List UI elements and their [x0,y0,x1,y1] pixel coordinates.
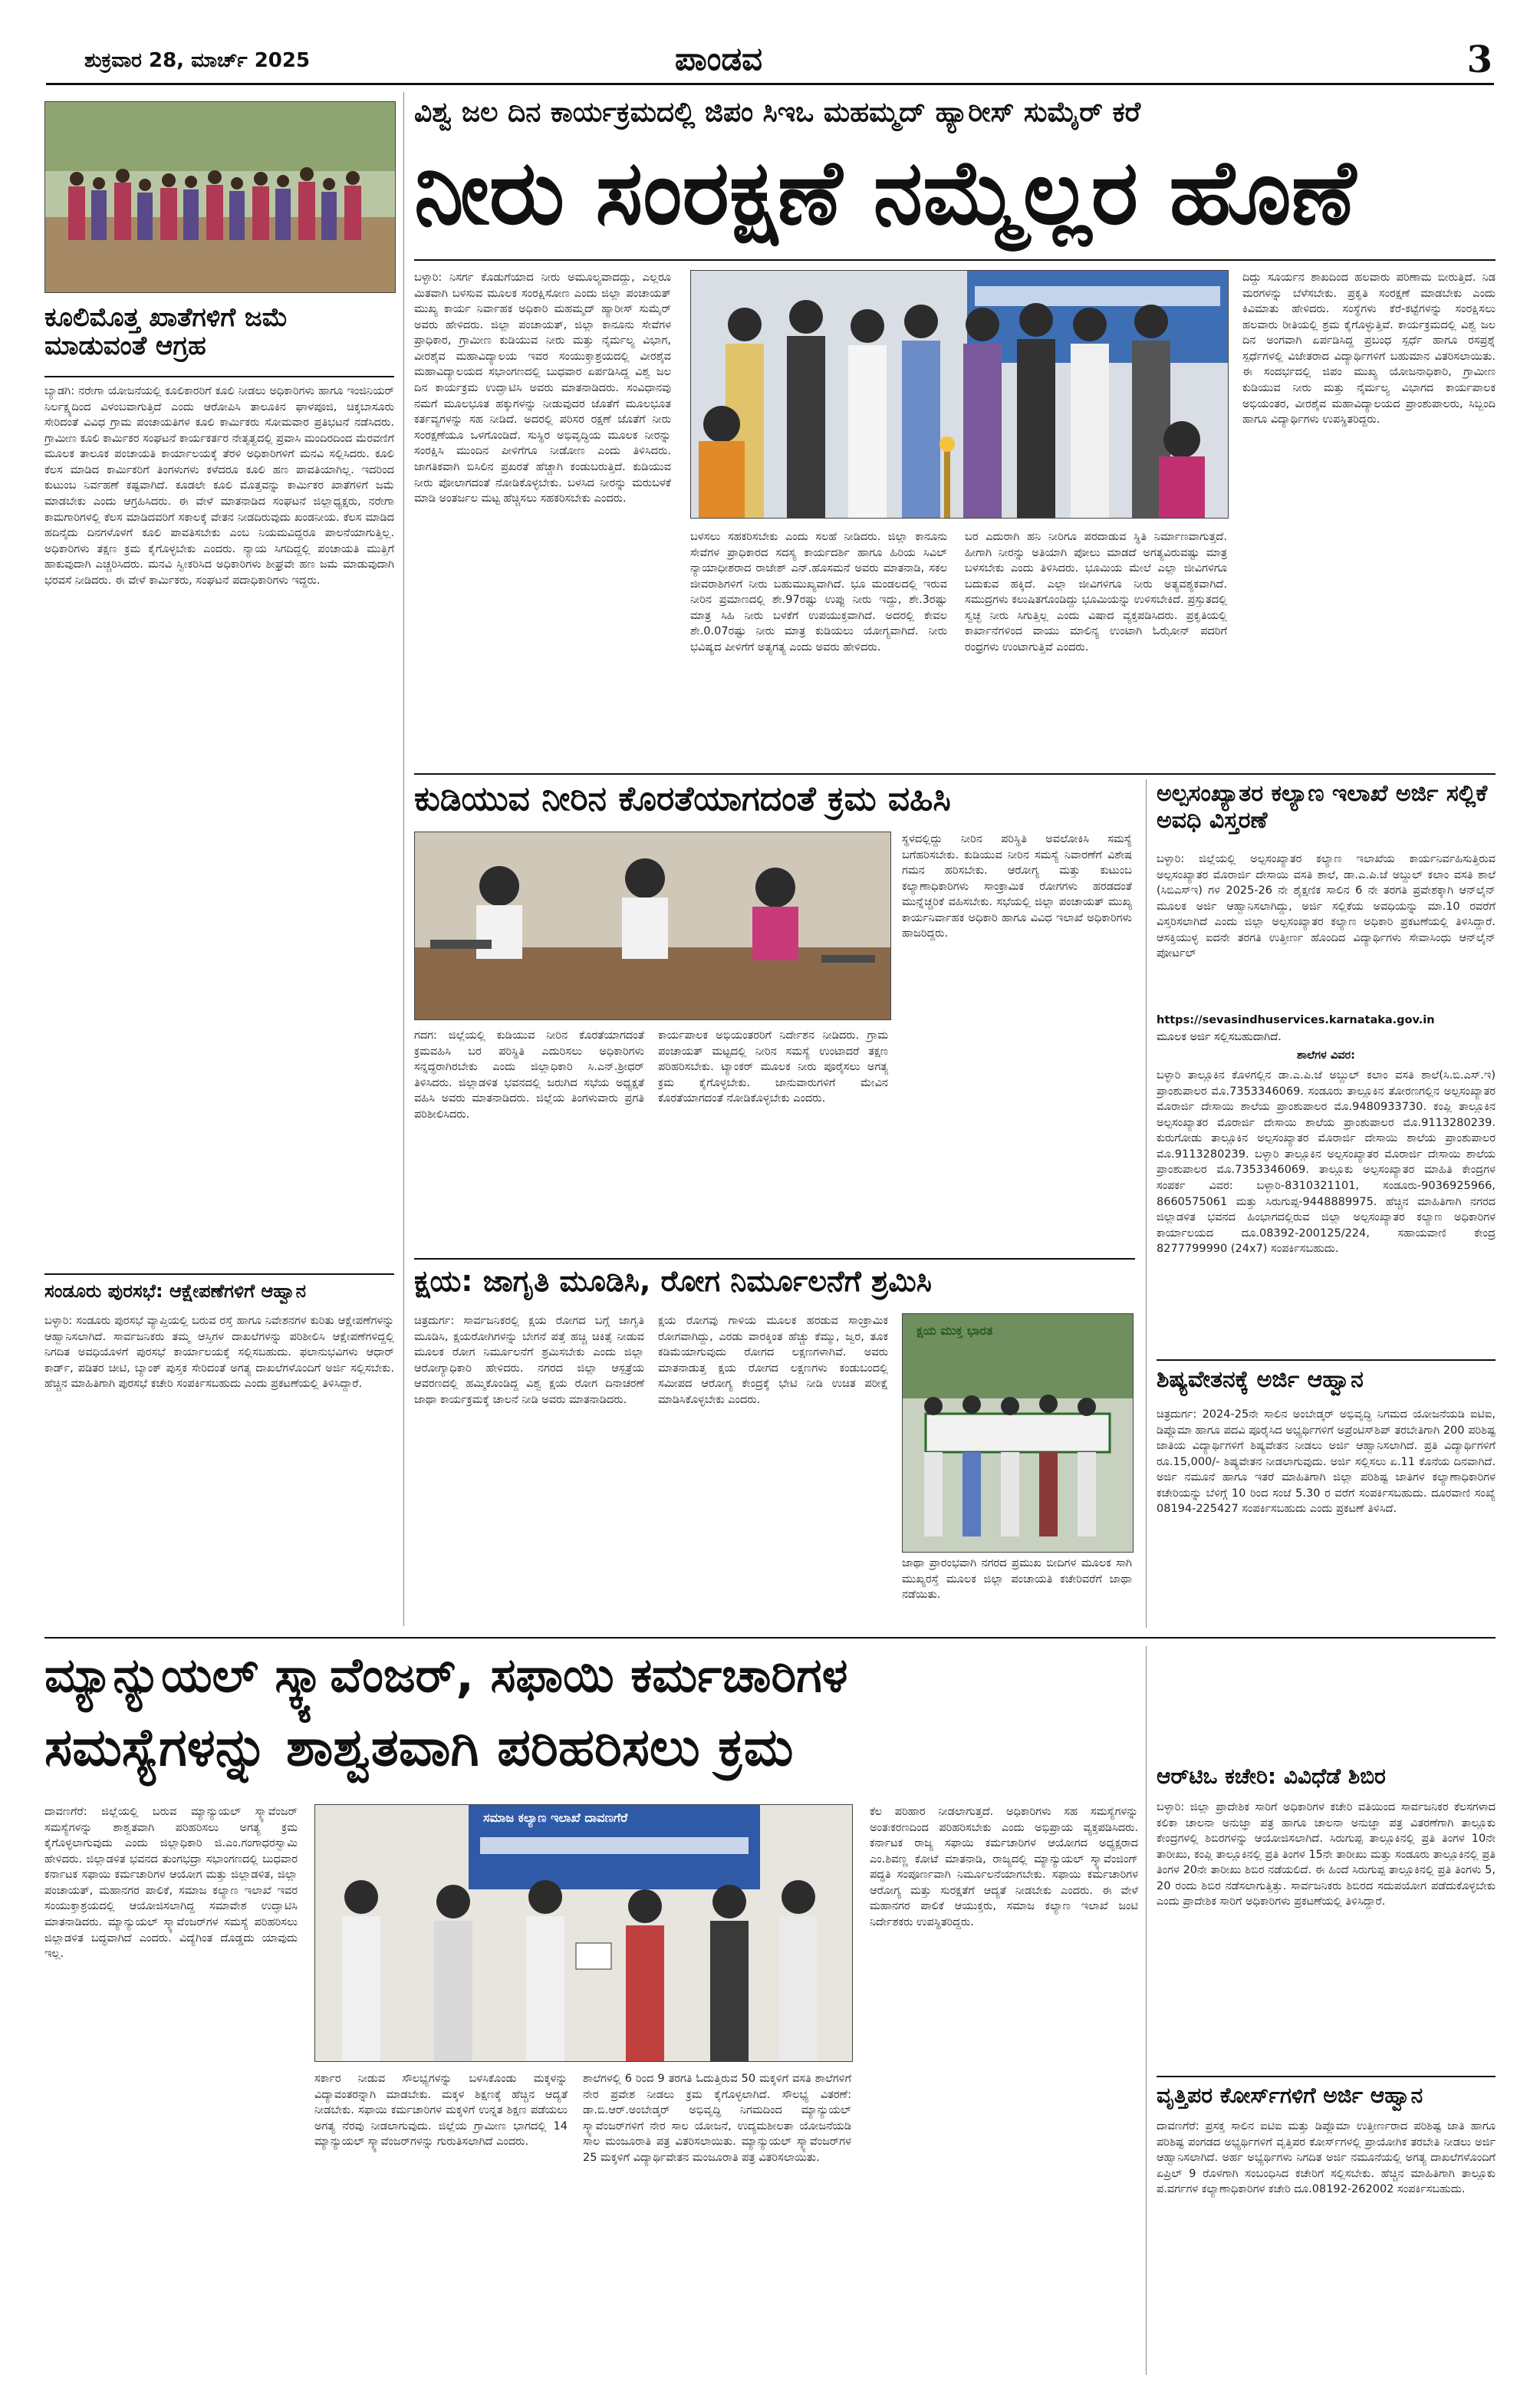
divider [1157,1359,1496,1361]
bottom-col-3: ಶಾಲೆಗಳಲ್ಲಿ 6 ರಿಂದ 9 ತರಗತಿ ಓದುತ್ತಿರುವ 50 ಮಕ್ಕಳಿಗೆ ವಸತಿ ಶಾಲೆಗಳಿಗೆ ನೇರ ಪ್ರವೇಶ ನೀಡಲು ಕ್ರಮ ಕೈಗೊಳ್ಳಲಾಗಿದೆ. ಸೌಲಭ್ಯ ವಿತರಣೆ: ಡಾ.ಬಿ.ಆರ್.ಅಂಬೇಡ್ಕರ್ ಅಭಿವೃದ್ಧಿ ನಿಗಮದಿಂದ ಮ್ಯಾನ್ಯುಯಲ್ ಸ್ಕ್ಯಾವೆಂಜರ್‌ಗಳಿಗೆ ನೇರ ಸಾಲ ಯೋಜನೆ, ಉದ್ಯಮಶೀಲತಾ ಯೋಜನೆಯಡಿ ಸಾಲ ಮಂಜೂರಾತಿ ಪತ್ರ ವಿತರಿಸಲಾಯಿತು. ಮ್ಯಾನ್ಯುಯಲ್ ಸ್ಕ್ಯಾವೆಂಜರ್‌ಗಳ 25 ಮಕ್ಕಳಿಗೆ ವಿದ್ಯಾರ್ಥಿವೇತನ ಮಂಜೂರಾತಿ ಪತ್ರ ವಿತರಿಸಲಾಯಿತು. [583,2073,851,2164]
divider [44,1637,1496,1639]
bottom-headline-1: ಮ್ಯಾನ್ಯುಯಲ್ ಸ್ಕ್ಯಾವೆಂಜರ್, ಸಫಾಯಿ ಕರ್ಮಚಾರಿಗಳ [44,1647,848,1703]
wages-headline: ಕೂಲಿಮೊತ್ತ ಖಾತೆಗಳಿಗೆ ಜಮೆ ಮಾಡುವಂತೆ ಆಗ್ರಹ [44,302,288,362]
masthead: ಪಾಂಡವ [675,40,763,77]
masthead-rule [46,83,1494,85]
sevasindhu-link[interactable]: https://sevasindhuservices.karnataka.gov.in [1157,1014,1435,1026]
tb-rally-photo [902,1313,1134,1553]
tb-col-2: ಕ್ಷಯ ರೋಗವು ಗಾಳಿಯ ಮೂಲಕ ಹರಡುವ ಸಾಂಕ್ರಾಮಿಕ ರೋಗವಾಗಿದ್ದು, ಎರಡು ವಾರಕ್ಕಿಂತ ಹೆಚ್ಚು ಕೆಮ್ಮು, ಜ್ವರ, ತೂಕ ಕಡಿಮೆಯಾಗುವುದು ರೋಗದ ಲಕ್ಷಣಗಳಾಗಿವೆ. ಅವರು ಮಾತನಾಡುತ್ತ ಕ್ಷಯ ರೋಗದ ಲಕ್ಷಣಗಳು ಕಂಡುಬಂದಲ್ಲಿ ಸಮೀಪದ ಆರೋಗ್ಯ ಕೇಂದ್ರಕ್ಕೆ ಭೇಟಿ ನೀಡಿ ಉಚಿತ ಪರೀಕ್ಷೆ ಮಾಡಿಸಿಕೊಳ್ಳಬೇಕು ಎಂದರು. [658,1315,888,1406]
issue-date: ಶುಕ್ರವಾರ 28, ಮಾರ್ಚ್ 2025 [84,49,311,72]
column-rule [403,92,404,1626]
water-col-1: ಗದಗ: ಜಿಲ್ಲೆಯಲ್ಲಿ ಕುಡಿಯುವ ನೀರಿನ ಕೊರತೆಯಾಗದಂತೆ ಕ್ರಮವಹಿಸಿ ಬರ ಪರಿಸ್ಥಿತಿ ಎದುರಿಸಲು ಅಧಿಕಾರಿಗಳು ಸನ್ನದ್ಧರಾಗಿರಬೇಕು ಎಂದು ಜಿಲ್ಲಾಧಿಕಾರಿ ಸಿ.ಎನ್.ಶ್ರೀಧರ್ ತಿಳಿಸಿದರು. ಜಿಲ್ಲಾಡಳಿತ ಭವನದಲ್ಲಿ ಜರುಗಿದ ಸಭೆಯ ಅಧ್ಯಕ್ಷತೆ ವಹಿಸಿ ಅವರು ಮಾತನಾಡಿದರು. ಜಿಲ್ಲೆಯ ತಿಂಗಳುವಾರು ಪ್ರಗತಿ ಪರಿಶೀಲಿಸಿದರು. [414,1029,644,1121]
divider [414,773,1496,775]
scholarship-headline: ಶಿಷ್ಯವೇತನಕ್ಕೆ ಅರ್ಜಿ ಆಹ್ವಾನ [1157,1366,1364,1393]
farm-workers-photo [44,101,396,293]
water-headline: ಕುಡಿಯುವ ನೀರಿನ ಕೊರತೆಯಾಗದಂತೆ ಕ್ರಮ ವಹಿಸಿ [414,779,951,818]
divider [1157,2076,1496,2077]
bottom-col-4: ಕೆಲ ಪರಿಹಾರ ನೀಡಲಾಗುತ್ತದೆ. ಅಧಿಕಾರಿಗಳು ಸಹ ಸಮಸ್ಯೆಗಳನ್ನು ಅಂತಃಕರಣದಿಂದ ಪರಿಹರಿಸಬೇಕು ಎಂದು ಅಭಿಪ್ರಾಯ ವ್ಯಕ್ತಪಡಿಸಿದರು. ಕರ್ನಾಟಕ ರಾಜ್ಯ ಸಫಾಯಿ ಕರ್ಮಚಾರಿಗಳ ಆಯೋಗದ ಅಧ್ಯಕ್ಷರಾದ ಎಂ.ಶಿವಣ್ಣ ಕೋಟೆ ಮಾತನಾಡಿ, ರಾಜ್ಯದಲ್ಲಿ ಮ್ಯಾನ್ಯುಯಲ್ ಸ್ಕ್ಯಾವೆಂಜಿಂಗ್ ಪದ್ಧತಿ ಸಂಪೂರ್ಣವಾಗಿ ನಿರ್ಮೂಲನೆಯಾಗಬೇಕು. ಸಫಾಯಿ ಕರ್ಮಚಾರಿಗಳ ಆರೋಗ್ಯ ಮತ್ತು ಸುರಕ್ಷತೆಗೆ ಆದ್ಯತೆ ನೀಡಬೇಕು ಎಂದರು. ಈ ವೇಳೆ ಮಹಾನಗರ ಪಾಲಿಕೆ ಆಯುಕ್ತರು, ಸಮಾಜ ಕಲ್ಯಾಣ ಇಲಾಖೆ ಜಂಟಿ ನಿರ್ದೇಶಕರು ಉಪಸ್ಥಿತರಿದ್ದರು. [870,1806,1138,1929]
vocational-body: ದಾವಣಗೆರೆ: ಪ್ರಸಕ್ತ ಸಾಲಿನ ಐಟಿಐ ಮತ್ತು ಡಿಪ್ಲೊಮಾ ಉತ್ತೀರ್ಣರಾದ ಪರಿಶಿಷ್ಟ ಜಾತಿ ಹಾಗೂ ಪರಿಶಿಷ್ಟ ಪಂಗಡದ ಅಭ್ಯರ್ಥಿಗಳಿಗೆ ವೃತ್ತಿಪರ ಕೋರ್ಸ್‌ಗಳಲ್ಲಿ ಪ್ರಾಯೋಗಿಕ ತರಬೇತಿ ನೀಡಲು ಅರ್ಜಿ ಆಹ್ವಾನಿಸಲಾಗಿದೆ. ಅರ್ಹ ಅಭ್ಯರ್ಥಿಗಳು ನಿಗದಿತ ಅರ್ಜಿ ನಮೂನೆಯಲ್ಲಿ ಅಗತ್ಯ ದಾಖಲೆಗಳೊಂದಿಗೆ ಏಪ್ರಿಲ್ 9 ರೊಳಗಾಗಿ ಸಂಬಂಧಿಸಿದ ಕಚೇರಿಗೆ ಸಲ್ಲಿಸಬೇಕು. ಹೆಚ್ಚಿನ ಮಾಹಿತಿಗಾಗಿ ತಾಲ್ಲೂಕು ಪ.ವರ್ಗಗಳ ಕಲ್ಯಾಣಾಧಿಕಾರಿಗಳ ಕಚೇರಿ ದೂ.08192-262002 ಸಂಪರ್ಕಿಸಬಹುದು. [1157,2120,1496,2196]
scholarship-body: ಚಿತ್ರದುರ್ಗ: 2024-25ನೇ ಸಾಲಿನ ಅಂಬೇಡ್ಕರ್ ಅಭಿವೃದ್ಧಿ ನಿಗಮದ ಯೋಜನೆಯಡಿ ಐಟಿಐ, ಡಿಪ್ಲೊಮಾ ಹಾಗೂ ಪದವಿ ಪೂರೈಸಿದ ಅಭ್ಯರ್ಥಿಗಳಿಗೆ ಅಪ್ರೆಂಟಿಸ್‌ಶಿಪ್ ತರಬೇತಿಗಾಗಿ 200 ಪರಿಶಿಷ್ಟ ಜಾತಿಯ ವಿದ್ಯಾರ್ಥಿಗಳಿಗೆ ಶಿಷ್ಯವೇತನ ನೀಡಲು ಅರ್ಜಿ ಆಹ್ವಾನಿಸಲಾಗಿದೆ. ಪ್ರತಿ ವಿದ್ಯಾರ್ಥಿಗಳಿಗೆ ರೂ.15,000/- ಶಿಷ್ಯವೇತನ ನೀಡಲಾಗುವುದು. ಅರ್ಜಿ ಸಲ್ಲಿಸಲು ಏ.11 ಕೊನೆಯ ದಿನವಾಗಿದೆ. ಅರ್ಜಿ ನಮೂನೆ ಹಾಗೂ ಇತರೆ ಮಾಹಿತಿಗಾಗಿ ಜಿಲ್ಲಾ ಪರಿಶಿಷ್ಟ ಜಾತಿಗಳ ಕಲ್ಯಾಣಾಧಿಕಾರಿಗಳ ಕಚೇರಿಯನ್ನು ಬೆಳಿಗ್ಗೆ 10 ರಿಂದ ಸಂಜೆ 5.30 ರ ವರೆಗೆ ಸಂಪರ್ಕಿಸಬಹುದು. ದೂರವಾಣಿ ಸಂಖ್ಯೆ 08194-225427 ಸಂಪರ್ಕಿಸಬಹುದು ಎಂದು ಪ್ರಕಟಣೆ ತಿಳಿಸಿದೆ. [1157,1408,1496,1516]
sanduru-headline: ಸಂಡೂರು ಪುರಸಭೆ: ಆಕ್ಷೇಪಣೆಗಳಿಗೆ ಆಹ್ವಾನ [44,1280,306,1302]
vocational-headline: ವೃತ್ತಿಪರ ಕೋರ್ಸ್‌ಗಳಿಗೆ ಅರ್ಜಿ ಆಹ್ವಾನ [1157,2083,1423,2108]
page-number: 3 [1466,38,1492,81]
award-ceremony-photo [314,1804,853,2062]
bottom-col-1: ದಾವಣಗೆರೆ: ಜಿಲ್ಲೆಯಲ್ಲಿ ಬರುವ ಮ್ಯಾನ್ಯುಯಲ್ ಸ್ಕ್ಯಾವೆಂಜರ್ ಸಮಸ್ಯೆಗಳನ್ನು ಶಾಶ್ವತವಾಗಿ ಪರಿಹರಿಸಲು ಅಗತ್ಯ ಕ್ರಮ ಕೈಗೊಳ್ಳಲಾಗುವುದು ಎಂದು ಜಿಲ್ಲಾಧಿಕಾರಿ ಜಿ.ಎಂ.ಗಂಗಾಧರಸ್ವಾಮಿ ಹೇಳಿದರು. ಜಿಲ್ಲಾಡಳಿತ ಭವನದ ತುಂಗಭದ್ರಾ ಸಭಾಂಗಣದಲ್ಲಿ ಬುಧವಾರ ಕರ್ನಾಟಕ ಸಫಾಯಿ ಕರ್ಮಚಾರಿಗಳ ಆಯೋಗ ಮತ್ತು ಜಿಲ್ಲಾಡಳಿತ, ಜಿಲ್ಲಾ ಪಂಚಾಯತ್, ಮಹಾನಗರ ಪಾಲಿಕೆ, ಸಮಾಜ ಕಲ್ಯಾಣ ಇಲಾಖೆ ಇವರ ಸಂಯುಕ್ತಾಶ್ರಯದಲ್ಲಿ ಆಯೋಜಿಸಲಾಗಿದ್ದ ಸಮಾವೇಶ ಉದ್ಘಾಟಿಸಿ ಮಾತನಾಡಿದರು. ಮ್ಯಾನ್ಯುಯಲ್ ಸ್ಕ್ಯಾವೆಂಜರ್‌ಗಳ ಸಮಸ್ಯೆ ಪರಿಹರಿಸಲು ಜಿಲ್ಲಾಡಳಿತ ಬದ್ಧವಾಗಿದೆ ಎಂದರು. ವಿದ್ಯೆಗಿಂತ ದೊಡ್ಡದು ಯಾವುದು ಇಲ್ಲ. [44,1806,298,1961]
tb-banner-text: ಕ್ಷಯ ಮುಕ್ತ ಭಾರತ [916,1323,993,1338]
lamp-lighting-photo [690,270,1229,519]
rto-headline: ಆರ್‌ಟಿಒ ಕಚೇರಿ: ವಿವಿಧೆಡೆ ಶಿಬಿರ [1157,1764,1386,1789]
bottom-col-2: ಸರ್ಕಾರ ನೀಡುವ ಸೌಲಭ್ಯಗಳನ್ನು ಬಳಸಿಕೊಂಡು ಮಕ್ಕಳನ್ನು ವಿದ್ಯಾವಂತರನ್ನಾಗಿ ಮಾಡಬೇಕು. ಮಕ್ಕಳ ಶಿಕ್ಷಣಕ್ಕೆ ಹೆಚ್ಚಿನ ಆದ್ಯತೆ ನೀಡಬೇಕು. ಸಫಾಯಿ ಕರ್ಮಚಾರಿಗಳ ಮಕ್ಕಳಿಗೆ ಉನ್ನತ ಶಿಕ್ಷಣ ಪಡೆಯಲು ಅಗತ್ಯ ನೆರವು ನೀಡಲಾಗುವುದು. ಜಿಲ್ಲೆಯ ಗ್ರಾಮೀಣ ಭಾಗದಲ್ಲಿ 14 ಮ್ಯಾನ್ಯುಯಲ್ ಸ್ಕ್ಯಾವೆಂಜರ್‌ಗಳನ್ನು ಗುರುತಿಸಲಾಗಿದೆ ಎಂದರು. [314,2073,568,2149]
minority-body-after: ಮೂಲಕ ಅರ್ಜಿ ಸಲ್ಲಿಸಬಹುದಾಗಿದೆ. [1157,1031,1282,1043]
lead-col-1: ಬಳ್ಳಾರಿ: ನಿಸರ್ಗ ಕೊಡುಗೆಯಾದ ನೀರು ಅಮೂಲ್ಯವಾದದ್ದು, ಎಲ್ಲರೂ ಮಿತವಾಗಿ ಬಳಸುವ ಮೂಲಕ ಸಂರಕ್ಷಿಸೋಣ ಎಂದು ಜಿಲ್ಲಾ ಪಂಚಾಯತ್ ಮುಖ್ಯ ಕಾರ್ಯ ನಿರ್ವಾಹಕ ಅಧಿಕಾರಿ ಮಹಮ್ಮದ್ ಹ್ಯಾರೀಸ್ ಸುಮೈರ್ ಅವರು ಹೇಳಿದರು. ಜಿಲ್ಲಾ ಪಂಚಾಯತ್, ಜಿಲ್ಲಾ ಕಾನೂನು ಸೇವೆಗಳ ಪ್ರಾಧಿಕಾರ, ಗ್ರಾಮೀಣ ಕುಡಿಯುವ ನೀರು ಮತ್ತು ನೈರ್ಮಲ್ಯ ವಿಭಾಗ, ವೀರಶೈವ ಮಹಾವಿದ್ಯಾಲಯ ಇವರ ಸಂಯುಕ್ತಾಶ್ರಯದಲ್ಲಿ ವೀರಶೈವ ಮಹಾವಿದ್ಯಾಲಯದ ಸಭಾಂಗಣದಲ್ಲಿ ಬುಧವಾರ ಏರ್ಪಡಿಸಿದ್ದ ವಿಶ್ವ ಜಲ ದಿನ ಕಾರ್ಯಕ್ರಮ ಉದ್ಘಾಟಿಸಿ ಅವರು ಮಾತನಾಡಿದರು. ಸಂವಿಧಾನವು ನಮಗೆ ಮೂಲಭೂತ ಹಕ್ಕುಗಳನ್ನು ನೀಡುವುದರ ಜೊತೆಗೆ ಮೂಲಭೂತ ಕರ್ತವ್ಯಗಳನ್ನು ಸಹ ನೀಡಿದೆ. ಅದರಲ್ಲಿ ಪರಿಸರ ರಕ್ಷಣೆ ಜೊತೆಗೆ ನೀರು ಸಂರಕ್ಷಣೆಯೂ ಒಳಗೊಂಡಿದೆ. ಸುಸ್ಥಿರ ಅಭಿವೃದ್ಧಿಯ ಮೂಲಕ ನೀರನ್ನು ಸಂರಕ್ಷಿಸಿ ಮುಂದಿನ ಪೀಳಿಗೆಗೂ ನೀಡೋಣ ಎಂದು ತಿಳಿಸಿದರು. ಜಾಗತಿಕವಾಗಿ ಬಿಸಿಲಿನ ಪ್ರಖರತೆ ಹೆಚ್ಚಾಗಿ ಕಂಡುಬರುತ್ತಿದೆ. ಕುಡಿಯುವ ನೀರು ಪೋಲಾಗದಂತೆ ನೋಡಿಕೊಳ್ಳಬೇಕು. ಬಳಸಿದ ನೀರನ್ನು ಮರುಬಳಕೆ ಮಾಡಿ ಅಂತರ್ಜಲ ಮಟ್ಟ ಹೆಚ್ಚಿಸಲು ಸಹಕರಿಸಬೇಕು ಎಂದರು. [414,272,671,506]
tb-caption: ಜಾಥಾ ಪ್ರಾರಂಭವಾಗಿ ನಗರದ ಪ್ರಮುಖ ಬೀದಿಗಳ ಮೂಲಕ ಸಾಗಿ ಮುಖ್ಯರಸ್ತೆ ಮೂಲಕ ಜಿಲ್ಲಾ ಪಂಚಾಯತಿ ಕಚೇರಿವರೆಗೆ ಜಾಥಾ ನಡೆಯಿತು. [902,1557,1132,1602]
lead-col-2: ಬಳಸಲು ಸಹಕರಿಸಬೇಕು ಎಂದು ಸಲಹೆ ನೀಡಿದರು. ಜಿಲ್ಲಾ ಕಾನೂನು ಸೇವೆಗಳ ಪ್ರಾಧಿಕಾರದ ಸದಸ್ಯ ಕಾರ್ಯದರ್ಶಿ ಹಾಗೂ ಹಿರಿಯ ಸಿವಿಲ್ ನ್ಯಾಯಾಧೀಶರಾದ ರಾಜೇಶ್ ಎನ್.ಹೊಸಮನೆ ಅವರು ಮಾತನಾಡಿ, ಸಕಲ ಜೀವರಾಶಿಗಳಿಗೆ ನೀರು ಬಹುಮುಖ್ಯವಾಗಿದೆ. ಭೂ ಮಂಡಲದಲ್ಲಿ ಇರುವ ನೀರಿನ ಪ್ರಮಾಣದಲ್ಲಿ ಶೇ.97ರಷ್ಟು ಉಪ್ಪು ನೀರು ಇದ್ದು, ಶೇ.3ರಷ್ಟು ಮಾತ್ರ ಸಿಹಿ ನೀರು ಬಳಕೆಗೆ ಉಪಯುಕ್ತವಾಗಿದೆ. ಅದರಲ್ಲಿ ಕೇವಲ ಶೇ.0.07ರಷ್ಟು ನೀರು ಮಾತ್ರ ಕುಡಿಯಲು ಯೋಗ್ಯವಾಗಿದೆ. ನೀರು ಭವಿಷ್ಯದ ಪೀಳಿಗೆಗೆ ಅತ್ಯಗತ್ಯ ಎಂದು ಅವರು ಹೇಳಿದರು. [690,531,947,654]
rto-body: ಬಳ್ಳಾರಿ: ಜಿಲ್ಲಾ ಪ್ರಾದೇಶಿಕ ಸಾರಿಗೆ ಅಧಿಕಾರಿಗಳ ಕಚೇರಿ ವತಿಯಿಂದ ಸಾರ್ವಜನಿಕರ ಕೆಲಸಗಳಾದ ಕಲಿಕಾ ಚಾಲನಾ ಅನುಜ್ಞಾ ಪತ್ರ ಹಾಗೂ ಚಾಲನಾ ಅನುಜ್ಞಾ ಪತ್ರ ವಿತರಣೆಗಾಗಿ ತಾಲ್ಲೂಕು ಕೇಂದ್ರಗಳಲ್ಲಿ ಶಿಬಿರಗಳನ್ನು ಆಯೋಜಿಸಲಾಗಿದೆ. ಸಿರುಗುಪ್ಪ ತಾಲ್ಲೂಕಿನಲ್ಲಿ ಪ್ರತಿ ತಿಂಗಳ 10ನೇ ತಾರೀಖು, ಕಂಪ್ಲಿ ತಾಲ್ಲೂಕಿನಲ್ಲಿ ಪ್ರತಿ ತಿಂಗಳ 15ನೇ ತಾರೀಖು ಮತ್ತು ಸಂಡೂರು ತಾಲ್ಲೂಕಿನಲ್ಲಿ ಪ್ರತಿ ತಿಂಗಳ 20ನೇ ತಾರೀಖು ಶಿಬಿರ ನಡೆಯಲಿದೆ. ಈ ಹಿಂದೆ ಸಿರುಗುಪ್ಪ ತಾಲ್ಲೂಕಿನಲ್ಲಿ ಪ್ರತಿ ತಿಂಗಳು 5, 20 ರಂದು ಶಿಬಿರ ನಡೆಸಲಾಗುತ್ತಿತ್ತು. ಸಾರ್ವಜನಿಕರು ಶಿಬಿರದ ಸದುಪಯೋಗ ಪಡೆದುಕೊಳ್ಳಬೇಕು ಎಂದು ಪ್ರಾದೇಶಿಕ ಸಾರಿಗೆ ಅಧಿಕಾರಿಗಳು ಪ್ರಕಟಣೆಯಲ್ಲಿ ತಿಳಿಸಿದ್ದಾರೆ. [1157,1801,1496,1909]
water-col-2: ಕಾರ್ಯಪಾಲಕ ಅಭಿಯಂತರರಿಗೆ ನಿರ್ದೇಶನ ನೀಡಿದರು. ಗ್ರಾಮ ಪಂಚಾಯತ್ ಮಟ್ಟದಲ್ಲಿ ನೀರಿನ ಸಮಸ್ಯೆ ಉಂಟಾದರೆ ತಕ್ಷಣ ಪರಿಹರಿಸಬೇಕು. ಟ್ಯಾಂಕರ್ ಮೂಲಕ ನೀರು ಪೂರೈಸಲು ಅಗತ್ಯ ಕ್ರಮ ಕೈಗೊಳ್ಳಬೇಕು. ಜಾನುವಾರುಗಳಿಗೆ ಮೇವಿನ ಕೊರತೆಯಾಗದಂತೆ ನೋಡಿಕೊಳ್ಳಬೇಕು ಎಂದರು. [658,1029,888,1105]
minority-headline: ಅಲ್ಪಸಂಖ್ಯಾತರ ಕಲ್ಯಾಣ ಇಲಾಖೆ ಅರ್ಜಿ ಸಲ್ಲಿಕೆ ಅವಧಿ ವಿಸ್ತರಣೆ [1157,780,1488,834]
column-rule [1146,1646,1147,2375]
wages-body: ಬ್ಯಾಡಗಿ: ನರೇಗಾ ಯೋಜನೆಯಲ್ಲಿ ಕೂಲಿಕಾರರಿಗೆ ಕೂಲಿ ನೀಡಲು ಅಧಿಕಾರಿಗಳು ಹಾಗೂ ಇಂಜಿನಿಯರ್ ನಿರ್ಲಕ್ಷ್ಯದಿಂದ ವಿಳಂಬವಾಗುತ್ತಿದೆ ಎಂದು ಆರೋಪಿಸಿ ತಾಲೂಕಿನ ಘಾಳಪೂಜಿ, ಚಿಕ್ಕಬಾಸೂರು ಸೇರಿದಂತೆ ವಿವಿಧ ಗ್ರಾಮ ಪಂಚಾಯತಿಗಳ ಕೂಲಿ ಕಾರ್ಮಿಕರು ಸೋಮವಾರ ಪ್ರತಿಭಟನೆ ನಡೆಸಿದರು. ಗ್ರಾಮೀಣ ಕೂಲಿ ಕಾರ್ಮಿಕರ ಸಂಘಟನೆ ಕಾರ್ಯಕರ್ತರ ನೇತೃತ್ವದಲ್ಲಿ ಪ್ರವಾಸಿ ಮಂದಿರದಿಂದ ಮೆರವಣಿಗೆ ಮೂಲಕ ತಾಲೂಕ ಪಂಚಾಯತಿ ಕಾರ್ಯಾಲಯಕ್ಕೆ ತೆರಳಿ ಅಧಿಕಾರಿಗಳಿಗೆ ಮನವಿ ಸಲ್ಲಿಸಿದರು. ಕೂಲಿ ಕೆಲಸ ಮಾಡಿದ ಕಾರ್ಮಿಕರಿಗೆ ತಿಂಗಳುಗಳು ಕಳೆದರೂ ಕೂಲಿ ಹಣ ಪಾವತಿಯಾಗಿಲ್ಲ. ಇದರಿಂದ ಕುಟುಂಬ ನಿರ್ವಹಣೆ ಕಷ್ಟವಾಗಿದೆ. ಕೂಡಲೇ ಕೂಲಿ ಮೊತ್ತವನ್ನು ಕಾರ್ಮಿಕರ ಖಾತೆಗಳಿಗೆ ಜಮೆ ಮಾಡಬೇಕು ಎಂದು ಆಗ್ರಹಿಸಿದರು. ಈ ವೇಳೆ ಮಾತನಾಡಿದ ಸಂಘಟನೆ ಜಿಲ್ಲಾಧ್ಯಕ್ಷರು, ನರೇಗಾ ಕಾಮಗಾರಿಗಳಲ್ಲಿ ಕೆಲಸ ಮಾಡಿದವರಿಗೆ ಸಕಾಲಕ್ಕೆ ವೇತನ ನೀಡದಿರುವುದು ಖಂಡನೀಯ. ಕೆಲಸ ಮಾಡಿದ ಹದಿನೈದು ದಿನಗಳೊಳಗೆ ಕೂಲಿ ಪಾವತಿಸಬೇಕು ಎಂಬ ನಿಯಮವಿದ್ದರೂ ಪಾಲನೆಯಾಗುತ್ತಿಲ್ಲ. ಅಧಿಕಾರಿಗಳು ತಕ್ಷಣ ಕ್ರಮ ಕೈಗೊಳ್ಳಬೇಕು ಎಂದರು. ನ್ಯಾಯ ಸಿಗದಿದ್ದಲ್ಲಿ ಪಂಚಾಯತಿ ಮುತ್ತಿಗೆ ಹಾಕುವುದಾಗಿ ಎಚ್ಚರಿಸಿದರು. ಮನವಿ ಸ್ವೀಕರಿಸಿದ ಅಧಿಕಾರಿಗಳು ಶೀಘ್ರವೇ ಹಣ ಜಮೆ ಮಾಡುವುದಾಗಿ ಭರವಸೆ ನೀಡಿದರು. ಈ ವೇಳೆ ಕಾರ್ಮಿಕರು, ಸಂಘಟನೆ ಪದಾಧಿಕಾರಿಗಳು ಇದ್ದರು. [44,385,394,587]
divider [414,259,1496,261]
lead-kicker: ವಿಶ್ವ ಜಲ ದಿನ ಕಾರ್ಯಕ್ರಮದಲ್ಲಿ ಜಿಪಂ ಸಿಇಒ ಮಹಮ್ಮದ್ ಹ್ಯಾರೀಸ್ ಸುಮೈರ್ ಕರೆ [414,97,1141,128]
schools-list: ಬಳ್ಳಾರಿ ತಾಲ್ಲೂಕಿನ ಕೊಳಗಲ್ಲಿನ ಡಾ.ಎ.ಪಿ.ಜೆ ಅಬ್ದುಲ್ ಕಲಾಂ ವಸತಿ ಶಾಲೆ(ಸಿ.ಬಿ.ಎಸ್.ಇ) ಪ್ರಾಂಶುಪಾಲರ ಮೊ.7353346069. ಸಂಡೂರು ತಾಲ್ಲೂಕಿನ ತೋರಣಗಲ್ಲಿನ ಅಲ್ಪಸಂಖ್ಯಾತರ ಮೊರಾರ್ಜಿ ದೇಸಾಯಿ ಶಾಲೆಯ ಪ್ರಾಂಶುಪಾಲರ ಮೊ.9480933730. ಕಂಪ್ಲಿ ತಾಲ್ಲೂಕಿನ ಅಲ್ಪಸಂಖ್ಯಾತರ ಮೊರಾರ್ಜಿ ದೇಸಾಯಿ ಶಾಲೆಯ ಪ್ರಾಂಶುಪಾಲರ ಮೊ.9113280239. ಕುರುಗೋಡು ತಾಲ್ಲೂಕಿನ ಅಲ್ಪಸಂಖ್ಯಾತರ ಮೊರಾರ್ಜಿ ದೇಸಾಯಿ ಶಾಲೆಯ ಪ್ರಾಂಶುಪಾಲರ ಮೊ.9113280239. ಬಳ್ಳಾರಿ ತಾಲ್ಲೂಕಿನ ಅಲ್ಪಸಂಖ್ಯಾತರ ಮೊರಾರ್ಜಿ ದೇಸಾಯಿ ಶಾಲೆಯ ಪ್ರಾಂಶುಪಾಲರ ಮೊ.7353346069. ತಾಲ್ಲೂಕು ಅಲ್ಪಸಂಖ್ಯಾತರ ಮಾಹಿತಿ ಕೇಂದ್ರಗಳ ಸಂಪರ್ಕ ವಿವರ: ಬಳ್ಳಾರಿ-8310321101, ಸಂಡೂರು-9036925966, 8660575061 ಮತ್ತು ಸಿರುಗುಪ್ಪ-9448889975. ಹೆಚ್ಚಿನ ಮಾಹಿತಿಗಾಗಿ ನಗರದ ಜಿಲ್ಲಾಡಳಿತ ಭವನದ ಹಿಂಭಾಗದಲ್ಲಿರುವ ಜಿಲ್ಲಾ ಅಲ್ಪಸಂಖ್ಯಾತರ ಕಲ್ಯಾಣ ಅಧಿಕಾರಿಗಳ ಕಾರ್ಯಾಲಯದ ದೂ.08392-200125/224, ಸಹಾಯವಾಣಿ ಕೇಂದ್ರ 8277799990 (24x7) ಸಂಪರ್ಕಿಸಬಹುದು. [1157,1069,1496,1256]
minority-body: ಬಳ್ಳಾರಿ: ಜಿಲ್ಲೆಯಲ್ಲಿ ಅಲ್ಪಸಂಖ್ಯಾತರ ಕಲ್ಯಾಣ ಇಲಾಖೆಯ ಕಾರ್ಯನಿರ್ವಹಿಸುತ್ತಿರುವ ಅಲ್ಪಸಂಖ್ಯಾತರ ಮೊರಾರ್ಜಿ ದೇಸಾಯಿ ವಸತಿ ಶಾಲೆ, ಡಾ.ಎ.ಪಿ.ಜೆ ಅಬ್ದುಲ್ ಕಲಾಂ ವಸತಿ ಶಾಲೆ (ಸಿಬಿಎಸ್‌ಇ) ಗಳ 2025-26 ನೇ ಶೈಕ್ಷಣಿಕ ಸಾಲಿನ 6 ನೇ ತರಗತಿ ಪ್ರವೇಶಕ್ಕಾಗಿ ಆನ್‌ಲೈನ್ ಮೂಲಕ ಅರ್ಜಿ ಆಹ್ವಾನಿಸಲಾಗಿದ್ದು, ಅರ್ಜಿ ಸಲ್ಲಿಕೆಯ ಅವಧಿಯನ್ನು ಮಾ.10 ರವರೆಗೆ ವಿಸ್ತರಿಸಲಾಗಿದೆ ಎಂದು ಜಿಲ್ಲಾ ಅಲ್ಪಸಂಖ್ಯಾತರ ಕಲ್ಯಾಣ ಅಧಿಕಾರಿ ಪ್ರಕಟಣೆಯಲ್ಲಿ ತಿಳಿಸಿದ್ದಾರೆ. ಆಸಕ್ತಿಯುಳ್ಳ ಐದನೇ ತರಗತಿ ಉತ್ತೀರ್ಣ ಹೊಂದಿದ ವಿದ್ಯಾರ್ಥಿಗಳು ಸೇವಾಸಿಂಧು ಆನ್‌ಲೈನ್ ಪೋರ್ಟಲ್ [1157,853,1496,960]
divider [44,376,394,377]
lead-col-3: ಬರ ಎದುರಾಗಿ ಹನಿ ನೀರಿಗೂ ಪರದಾಡುವ ಸ್ಥಿತಿ ನಿರ್ಮಾಣವಾಗುತ್ತದೆ. ಹೀಗಾಗಿ ನೀರನ್ನು ಅತಿಯಾಗಿ ಪೋಲು ಮಾಡದೆ ಅಗತ್ಯವಿರುವಷ್ಟು ಮಾತ್ರ ಬಳಸಬೇಕು ಎಂದು ತಿಳಿಸಿದರು. ಭೂಮಿಯ ಮೇಲೆ ಎಲ್ಲಾ ಜೀವಿಗಳಿಗೂ ಬದುಕುವ ಹಕ್ಕಿದೆ. ಎಲ್ಲಾ ಜೀವಿಗಳಿಗೂ ನೀರು ಅತ್ಯವಶ್ಯಕವಾಗಿದೆ. ಸಮುದ್ರಗಳು ಕಲುಷಿತಗೊಂಡಿದ್ದು ಭೂಮಿಯನ್ನು ಉಳಿಸಬೇಕಿದೆ. ಪ್ರಸ್ತುತದಲ್ಲಿ ಸ್ವಚ್ಛ ನೀರು ಸಿಗುತ್ತಿಲ್ಲ ಎಂದು ವಿಷಾದ ವ್ಯಕ್ತಪಡಿಸಿದರು. ಪ್ರಕೃತಿಯಲ್ಲಿ ಕಾರ್ಖಾನೆಗಳಿಂದ ವಾಯು ಮಾಲಿನ್ಯ ಉಂಟಾಗಿ ಓಝೋನ್ ಪದರಿಗೆ ರಂಧ್ರಗಳು ಉಂಟಾಗುತ್ತಿವೆ ಎಂದರು. [965,531,1227,654]
column-rule [1146,779,1147,1628]
sanduru-body: ಬಳ್ಳಾರಿ: ಸಂಡೂರು ಪುರಸಭೆ ವ್ಯಾಪ್ತಿಯಲ್ಲಿ ಬರುವ ರಸ್ತೆ ಹಾಗೂ ನಿವೇಶನಗಳ ಕುರಿತು ಆಕ್ಷೇಪಣೆಗಳನ್ನು ಆಹ್ವಾನಿಸಲಾಗಿದೆ. ಸಾರ್ವಜನಿಕರು ತಮ್ಮ ಆಸ್ತಿಗಳ ದಾಖಲೆಗಳನ್ನು ಪರಿಶೀಲಿಸಿ ಆಕ್ಷೇಪಣೆಗಳಿದ್ದಲ್ಲಿ ನಿಗದಿತ ಅವಧಿಯೊಳಗೆ ಪುರಸಭೆ ಕಾರ್ಯಾಲಯಕ್ಕೆ ಸಲ್ಲಿಸಬಹುದು. ಫಲಾನುಭವಿಗಳು ಆಧಾರ್ ಕಾರ್ಡ್, ಪಡಿತರ ಚೀಟಿ, ಬ್ಯಾಂಕ್ ಪುಸ್ತಕ ಸೇರಿದಂತೆ ಅಗತ್ಯ ದಾಖಲೆಗಳೊಂದಿಗೆ ಅರ್ಜಿ ಸಲ್ಲಿಸಬೇಕು. ಹೆಚ್ಚಿನ ಮಾಹಿತಿಗಾಗಿ ಪುರಸಭೆ ಕಚೇರಿ ಸಂಪರ್ಕಿಸಬಹುದು ಎಂದು ಪ್ರಕಟಣೆಯಲ್ಲಿ ತಿಳಿಸಿದ್ದಾರೆ. [44,1315,394,1391]
tb-col-1: ಚಿತ್ರದುರ್ಗ: ಸಾರ್ವಜನಿಕರಲ್ಲಿ ಕ್ಷಯ ರೋಗದ ಬಗ್ಗೆ ಜಾಗೃತಿ ಮೂಡಿಸಿ, ಕ್ಷಯರೋಗಿಗಳನ್ನು ಬೇಗನೆ ಪತ್ತೆ ಹಚ್ಚಿ ಚಿಕಿತ್ಸೆ ನೀಡುವ ಮೂಲಕ ರೋಗ ನಿರ್ಮೂಲನೆಗೆ ಶ್ರಮಿಸಬೇಕು ಎಂದು ಜಿಲ್ಲಾ ಆರೋಗ್ಯಾಧಿಕಾರಿ ಹೇಳಿದರು. ನಗರದ ಜಿಲ್ಲಾ ಆಸ್ಪತ್ರೆಯ ಆವರಣದಲ್ಲಿ ಹಮ್ಮಿಕೊಂಡಿದ್ದ ವಿಶ್ವ ಕ್ಷಯ ರೋಗ ದಿನಾಚರಣೆ ಜಾಥಾ ಕಾರ್ಯಕ್ರಮಕ್ಕೆ ಚಾಲನೆ ನೀಡಿ ಅವರು ಮಾತನಾಡಿದರು. [414,1315,644,1406]
lead-col-4: ದಿದ್ದು ಸೂರ್ಯನ ಶಾಖದಿಂದ ಹಲವಾರು ಪರಿಣಾಮ ಬೀರುತ್ತಿದೆ. ನಿಡ ಮರಗಳನ್ನು ಬೆಳೆಸಬೇಕು. ಪ್ರಕೃತಿ ಸಂರಕ್ಷಣೆ ಮಾಡಬೇಕು ಎಂದು ಕಿವಿಮಾತು ಹೇಳಿದರು. ಸಂಸ್ಥೆಗಳು ಕೆರೆ-ಕಟ್ಟೆಗಳನ್ನು ಸಂರಕ್ಷಿಸಲು ಹಲವಾರು ರೀತಿಯಲ್ಲಿ ಶ್ರಮ ಕೈಗೊಳ್ಳುತ್ತಿವೆ. ಕಾರ್ಯಕ್ರಮದಲ್ಲಿ ವಿಶ್ವ ಜಲ ದಿನ ಅಂಗವಾಗಿ ಏರ್ಪಡಿಸಿದ್ದ ಪ್ರಬಂಧ ಸ್ಪರ್ಧೆ ಹಾಗೂ ರಸಪ್ರಶ್ನೆ ಸ್ಪರ್ಧೆಗಳಲ್ಲಿ ವಿಜೇತರಾದ ವಿದ್ಯಾರ್ಥಿಗಳಿಗೆ ಬಹುಮಾನ ವಿತರಿಸಲಾಯಿತು. ಈ ಸಂದರ್ಭದಲ್ಲಿ ಜಿಪಂ ಮುಖ್ಯ ಯೋಜನಾಧಿಕಾರಿ, ಗ್ರಾಮೀಣ ಕುಡಿಯುವ ನೀರು ಮತ್ತು ನೈರ್ಮಲ್ಯ ವಿಭಾಗದ ಕಾರ್ಯಪಾಲಕ ಅಭಿಯಂತರ, ವೀರಶೈವ ಮಹಾವಿದ್ಯಾಲಯದ ಪ್ರಾಂಶುಪಾಲರು, ಸಿಬ್ಬಂದಿ ಹಾಗೂ ವಿದ್ಯಾರ್ಥಿಗಳು ಉಪಸ್ಥಿತರಿದ್ದರು. [1242,272,1496,427]
tb-headline: ಕ್ಷಯ: ಜಾಗೃತಿ ಮೂಡಿಸಿ, ರೋಗ ನಿರ್ಮೂಲನೆಗೆ ಶ್ರಮಿಸಿ [414,1264,932,1298]
divider [44,1273,394,1275]
lead-headline: ನೀರು ಸಂರಕ್ಷಣೆ ನಮ್ಮೆಲ್ಲರ ಹೊಣೆ [414,141,1357,245]
photo-banner-text: ಸಮಾಜ ಕಲ್ಯಾಣ ಇಲಾಖೆ ದಾವಣಗೆರೆ [483,1810,628,1825]
bottom-headline-2: ಸಮಸ್ಯೆಗಳನ್ನು ಶಾಶ್ವತವಾಗಿ ಪರಿಹರಿಸಲು ಕ್ರಮ [44,1718,794,1778]
schools-label: ಶಾಲೆಗಳ ವಿವರ: [1297,1049,1355,1062]
divider [414,1258,1135,1260]
water-col-3: ಸ್ಥಳದಲ್ಲಿದ್ದು ನೀರಿನ ಪರಿಸ್ಥಿತಿ ಅವಲೋಕಿಸಿ ಸಮಸ್ಯೆ ಬಗೆಹರಿಸಬೇಕು. ಕುಡಿಯುವ ನೀರಿನ ಸಮಸ್ಯೆ ನಿವಾರಣೆಗೆ ವಿಶೇಷ ಗಮನ ಹರಿಸಬೇಕು. ಆರೋಗ್ಯ ಮತ್ತು ಕುಟುಂಬ ಕಲ್ಯಾಣಾಧಿಕಾರಿಗಳು ಸಾಂಕ್ರಾಮಿಕ ರೋಗಗಳು ಹರಡದಂತೆ ಮುನ್ನೆಚ್ಚರಿಕೆ ವಹಿಸಬೇಕು. ಸಭೆಯಲ್ಲಿ ಜಿಲ್ಲಾ ಪಂಚಾಯತ್ ಮುಖ್ಯ ಕಾರ್ಯನಿರ್ವಾಹಕ ಅಧಿಕಾರಿ ಹಾಗೂ ವಿವಿಧ ಇಲಾಖೆ ಅಧಿಕಾರಿಗಳು ಹಾಜರಿದ್ದರು. [902,833,1132,940]
meeting-photo [414,832,891,1020]
